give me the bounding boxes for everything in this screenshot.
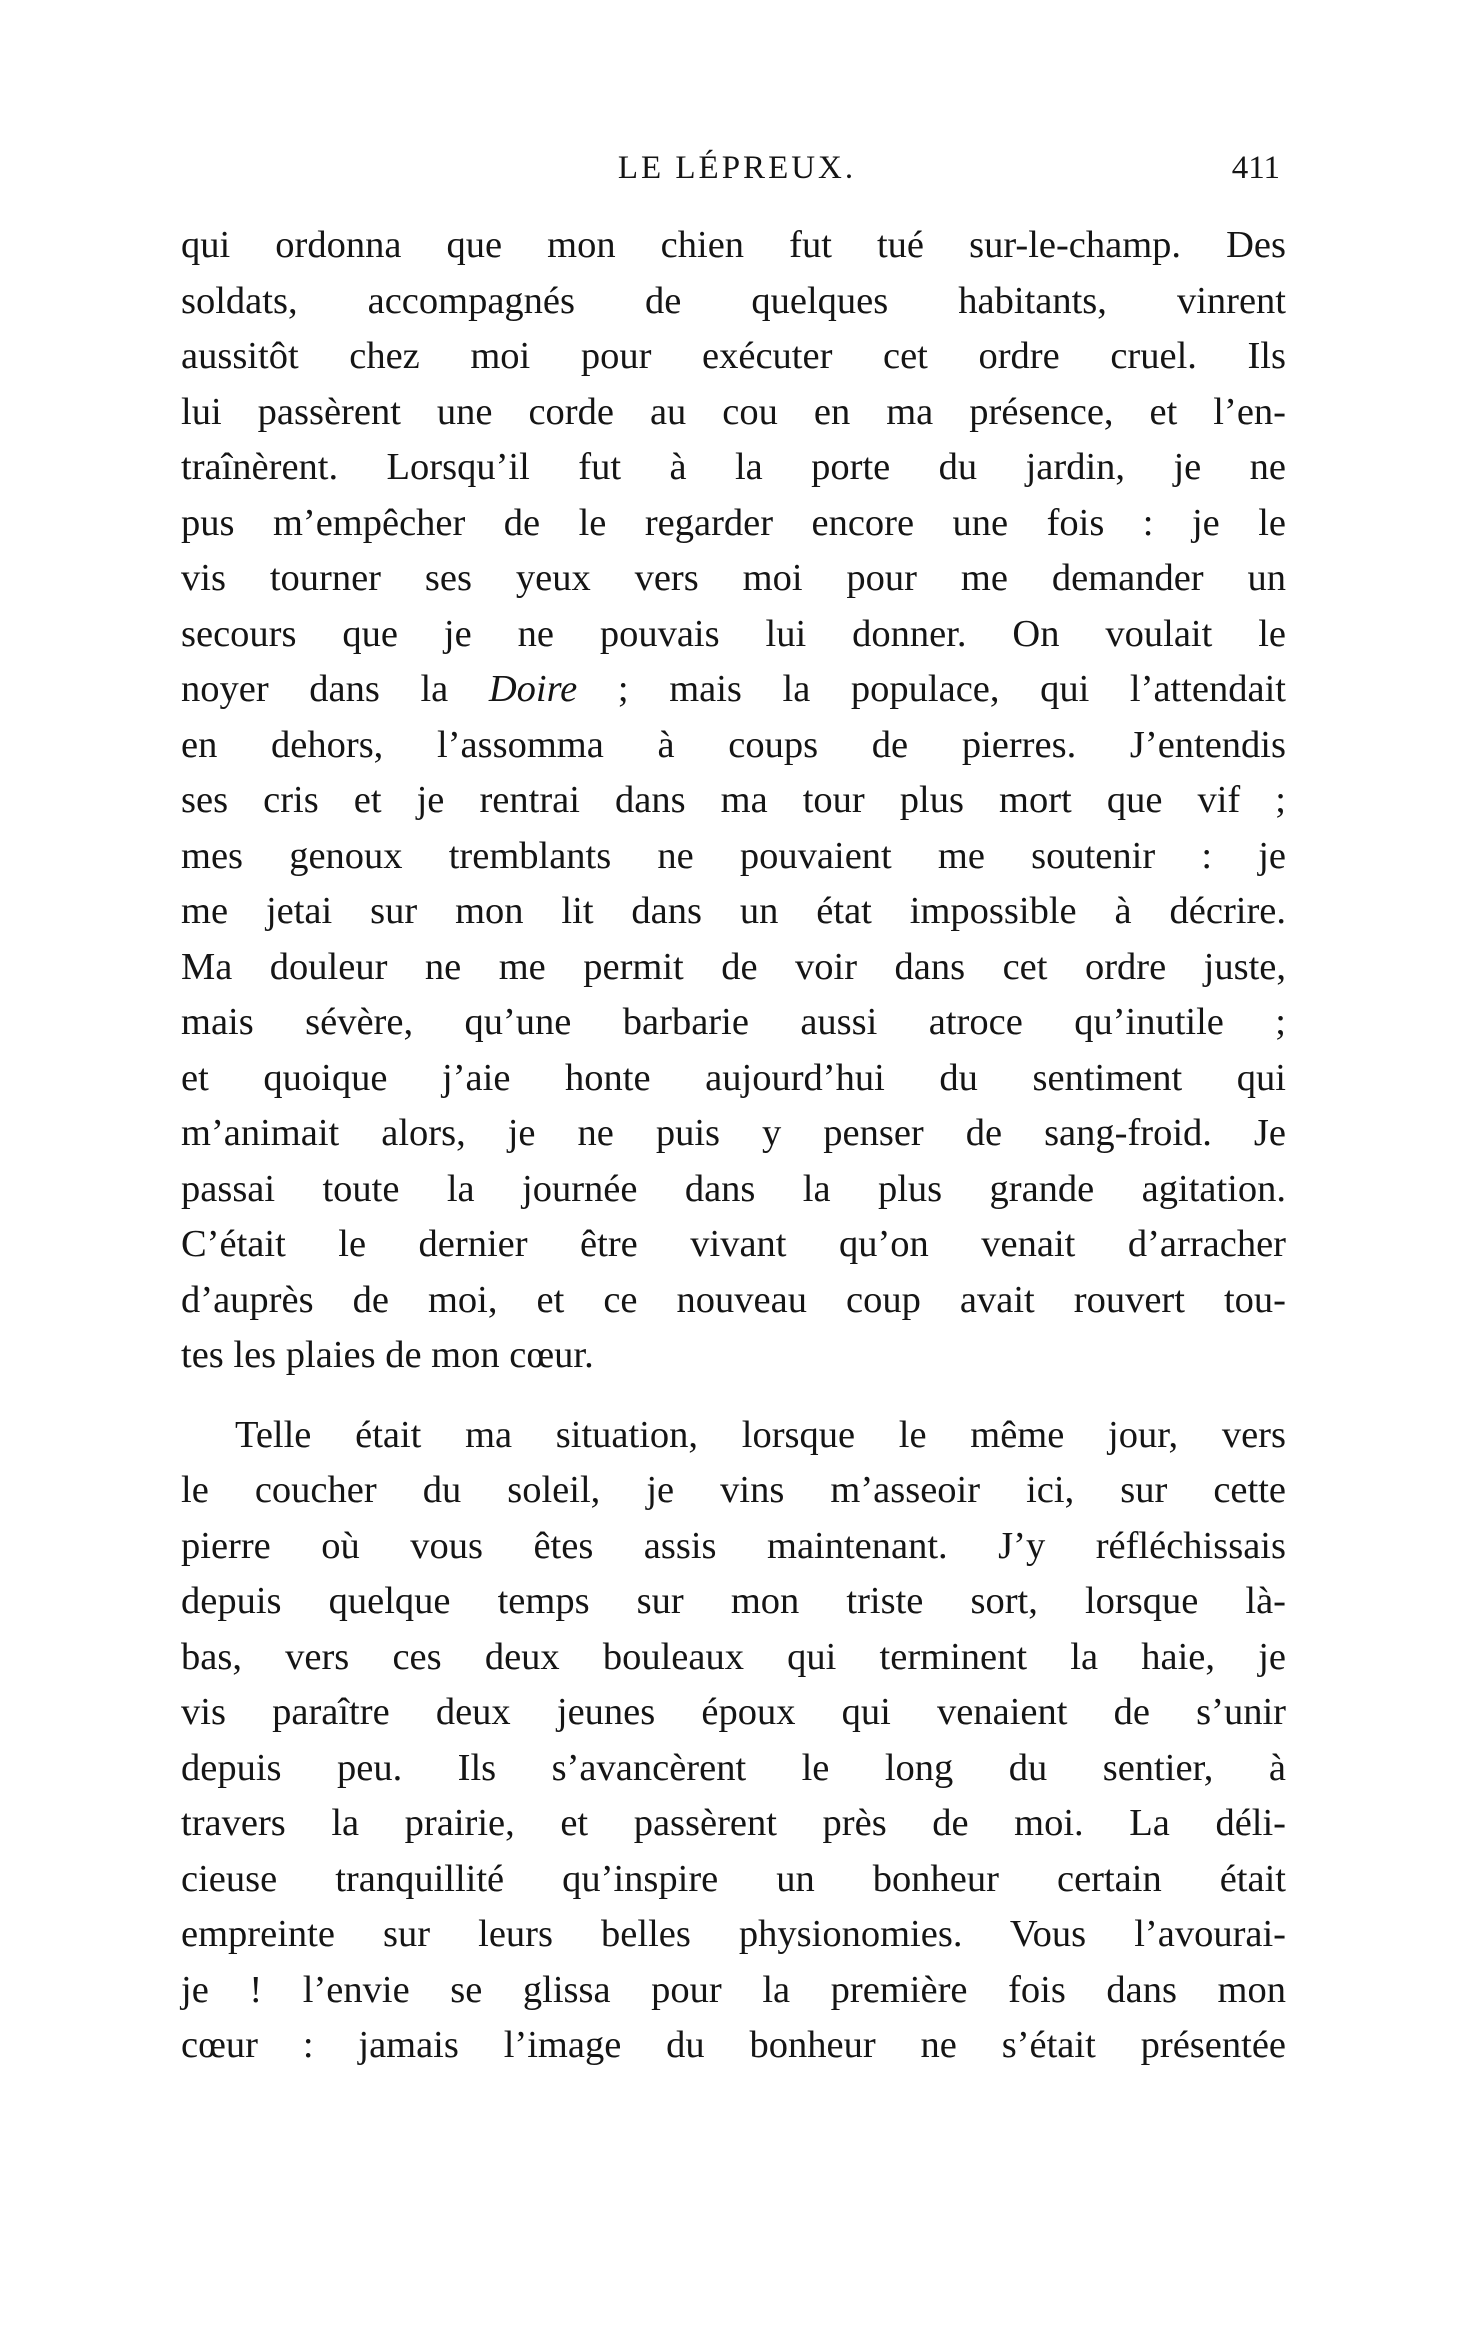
text-line: qui ordonna que mon chien fut tué sur-le-champ. Des xyxy=(181,224,1286,266)
text-line: traînèrent. Lorsqu’il fut à la porte du jardin, je ne xyxy=(181,446,1286,488)
text-line: cieuse tranquillité qu’inspire un bonheur certain était xyxy=(181,1857,1286,1900)
text-line: passai toute la journée dans la plus grande agitation. xyxy=(181,1167,1286,1210)
text-line: travers la prairie, et passèrent près de moi. La déli- xyxy=(181,1802,1286,1844)
text-line: en dehors, l’assomma à coups de pierres. J’entendis xyxy=(181,723,1286,766)
paragraph xyxy=(181,1408,1286,2074)
text-line: et quoique j’aie honte aujourd’hui du sentiment qui xyxy=(181,1056,1286,1099)
text-line: cœur : jamais l’image du bonheur ne s’était présentée xyxy=(181,2024,1286,2066)
text-line: Telle était ma situation, lorsque le même jour, vers xyxy=(235,1413,1286,1456)
text-line: bas, vers ces deux bouleaux qui terminent la haie, je xyxy=(181,1635,1286,1678)
text-line: mes genoux tremblants ne pouvaient me soutenir : je xyxy=(181,834,1286,877)
text-line: aussitôt chez moi pour exécuter cet ordre cruel. Ils xyxy=(181,335,1286,377)
paragraph-gap xyxy=(181,1384,1286,1408)
text-line: secours que je ne pouvais lui donner. On voulait le xyxy=(181,612,1286,655)
text-line: me jetai sur mon lit dans un état impossible à décrire. xyxy=(181,890,1286,932)
running-title: LE LÉPREUX. xyxy=(617,150,857,186)
text-line: le coucher du soleil, je vins m’asseoir ici, sur cette xyxy=(181,1469,1286,1511)
text-line: C’était le dernier être vivant qu’on venait d’arracher xyxy=(181,1223,1286,1265)
paragraph xyxy=(181,218,1286,1384)
text-line: noyer dans la Doire ; mais la populace, qui l’attendait xyxy=(181,668,1286,710)
text-line: mais sévère, qu’une barbarie aussi atroce qu’inutile ; xyxy=(181,1001,1286,1043)
text-line: pus m’empêcher de le regarder encore une fois : je le xyxy=(181,501,1286,544)
body-text xyxy=(181,218,1286,2074)
text-line: pierre où vous êtes assis maintenant. J’y réfléchissais xyxy=(181,1524,1286,1567)
page-number: 411 xyxy=(1231,150,1280,186)
text-line: Ma douleur ne me permit de voir dans cet ordre juste, xyxy=(181,945,1286,988)
text-line: lui passèrent une corde au cou en ma présence, et l’en- xyxy=(181,390,1286,433)
text-line: d’auprès de moi, et ce nouveau coup avait rouvert tou- xyxy=(181,1278,1286,1321)
text-line: vis tourner ses yeux vers moi pour me demander un xyxy=(181,557,1286,599)
text-line: tes les plaies de mon cœur. xyxy=(181,1334,594,1376)
running-head xyxy=(0,143,1474,193)
text-line: ses cris et je rentrai dans ma tour plus mort que vif ; xyxy=(181,779,1286,821)
text-line: vis paraître deux jeunes époux qui venaient de s’unir xyxy=(181,1691,1286,1733)
text-line: m’animait alors, je ne puis y penser de sang-froid. Je xyxy=(181,1112,1286,1154)
italic-name: Doire xyxy=(488,668,578,710)
text-line: depuis quelque temps sur mon triste sort, lorsque là- xyxy=(181,1580,1286,1622)
text-line: je ! l’envie se glissa pour la première fois dans mon xyxy=(181,1968,1286,2011)
text-line: empreinte sur leurs belles physionomies. Vous l’avourai- xyxy=(181,1913,1286,1955)
text-line: soldats, accompagnés de quelques habitants, vinrent xyxy=(181,279,1286,322)
text-line: depuis peu. Ils s’avancèrent le long du sentier, à xyxy=(181,1746,1286,1789)
